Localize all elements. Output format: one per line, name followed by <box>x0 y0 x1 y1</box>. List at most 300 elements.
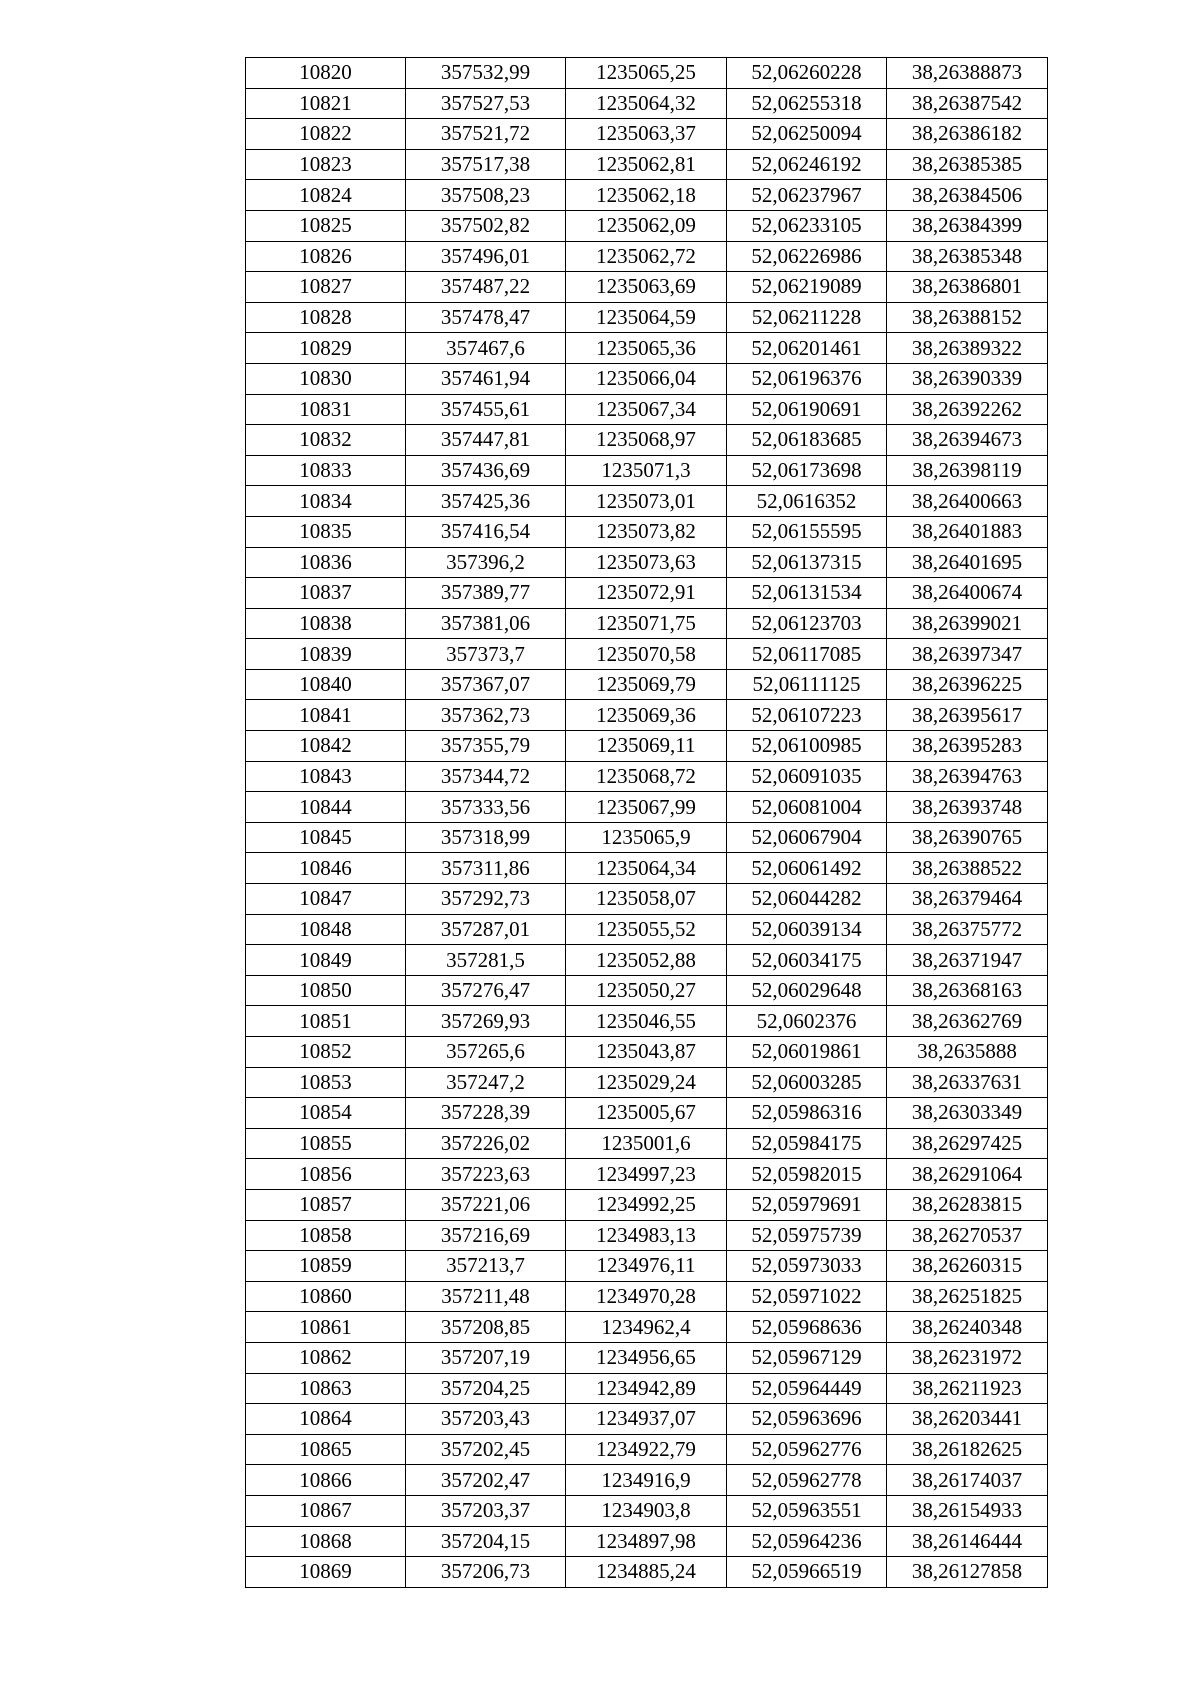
longitude-cell: 38,26182625 <box>887 1434 1048 1465</box>
point-number-cell: 10867 <box>246 1495 406 1526</box>
table-row <box>246 241 1048 272</box>
latitude-cell: 52,0616352 <box>727 486 887 517</box>
y-coordinate-cell: 1235055,52 <box>566 914 727 945</box>
y-coordinate-cell: 1235064,59 <box>566 302 727 333</box>
y-coordinate-cell: 1234962,4 <box>566 1312 727 1343</box>
latitude-cell: 52,06019861 <box>727 1037 887 1068</box>
point-number-cell: 10825 <box>246 210 406 241</box>
point-number-cell: 10853 <box>246 1067 406 1098</box>
longitude-cell: 38,26174037 <box>887 1465 1048 1496</box>
y-coordinate-cell: 1234916,9 <box>566 1465 727 1496</box>
y-coordinate-cell: 1234956,65 <box>566 1342 727 1373</box>
table-row <box>246 302 1048 333</box>
longitude-cell: 38,26203441 <box>887 1404 1048 1435</box>
longitude-cell: 38,26386182 <box>887 119 1048 150</box>
y-coordinate-cell: 1235063,37 <box>566 119 727 150</box>
latitude-cell: 52,05979691 <box>727 1189 887 1220</box>
x-coordinate-cell: 357311,86 <box>406 853 566 884</box>
longitude-cell: 38,26401883 <box>887 516 1048 547</box>
latitude-cell: 52,0602376 <box>727 1006 887 1037</box>
point-number-cell: 10858 <box>246 1220 406 1251</box>
table-row <box>246 608 1048 639</box>
x-coordinate-cell: 357502,82 <box>406 210 566 241</box>
table-row <box>246 363 1048 394</box>
y-coordinate-cell: 1235067,34 <box>566 394 727 425</box>
y-coordinate-cell: 1234885,24 <box>566 1557 727 1588</box>
longitude-cell: 38,26368163 <box>887 975 1048 1006</box>
point-number-cell: 10862 <box>246 1342 406 1373</box>
latitude-cell: 52,06003285 <box>727 1067 887 1098</box>
y-coordinate-cell: 1235065,36 <box>566 333 727 364</box>
point-number-cell: 10857 <box>246 1189 406 1220</box>
longitude-cell: 38,26388522 <box>887 853 1048 884</box>
y-coordinate-cell: 1234922,79 <box>566 1434 727 1465</box>
x-coordinate-cell: 357276,47 <box>406 975 566 1006</box>
longitude-cell: 38,26127858 <box>887 1557 1048 1588</box>
longitude-cell: 38,26389322 <box>887 333 1048 364</box>
latitude-cell: 52,05964449 <box>727 1373 887 1404</box>
table-row <box>246 425 1048 456</box>
latitude-cell: 52,06255318 <box>727 88 887 119</box>
latitude-cell: 52,06250094 <box>727 119 887 150</box>
table-row <box>246 58 1048 89</box>
point-number-cell: 10848 <box>246 914 406 945</box>
point-number-cell: 10854 <box>246 1098 406 1129</box>
latitude-cell: 52,06190691 <box>727 394 887 425</box>
point-number-cell: 10846 <box>246 853 406 884</box>
point-number-cell: 10823 <box>246 149 406 180</box>
x-coordinate-cell: 357447,81 <box>406 425 566 456</box>
x-coordinate-cell: 357203,37 <box>406 1495 566 1526</box>
x-coordinate-cell: 357287,01 <box>406 914 566 945</box>
x-coordinate-cell: 357208,85 <box>406 1312 566 1343</box>
x-coordinate-cell: 357527,53 <box>406 88 566 119</box>
point-number-cell: 10865 <box>246 1434 406 1465</box>
longitude-cell: 38,26231972 <box>887 1342 1048 1373</box>
longitude-cell: 38,26384506 <box>887 180 1048 211</box>
longitude-cell: 38,26386801 <box>887 272 1048 303</box>
longitude-cell: 38,26397347 <box>887 639 1048 670</box>
point-number-cell: 10859 <box>246 1251 406 1282</box>
table-row <box>246 210 1048 241</box>
x-coordinate-cell: 357226,02 <box>406 1128 566 1159</box>
table-row <box>246 1404 1048 1435</box>
x-coordinate-cell: 357367,07 <box>406 669 566 700</box>
longitude-cell: 38,26337631 <box>887 1067 1048 1098</box>
y-coordinate-cell: 1234997,23 <box>566 1159 727 1190</box>
latitude-cell: 52,06201461 <box>727 333 887 364</box>
table-row <box>246 1037 1048 1068</box>
x-coordinate-cell: 357213,7 <box>406 1251 566 1282</box>
longitude-cell: 38,26146444 <box>887 1526 1048 1557</box>
latitude-cell: 52,05962778 <box>727 1465 887 1496</box>
point-number-cell: 10837 <box>246 578 406 609</box>
latitude-cell: 52,06117085 <box>727 639 887 670</box>
table-row <box>246 700 1048 731</box>
point-number-cell: 10845 <box>246 822 406 853</box>
longitude-cell: 38,26375772 <box>887 914 1048 945</box>
x-coordinate-cell: 357333,56 <box>406 792 566 823</box>
latitude-cell: 52,06173698 <box>727 455 887 486</box>
longitude-cell: 38,26395617 <box>887 700 1048 731</box>
latitude-cell: 52,06155595 <box>727 516 887 547</box>
point-number-cell: 10834 <box>246 486 406 517</box>
x-coordinate-cell: 357216,69 <box>406 1220 566 1251</box>
latitude-cell: 52,06237967 <box>727 180 887 211</box>
y-coordinate-cell: 1235067,99 <box>566 792 727 823</box>
point-number-cell: 10839 <box>246 639 406 670</box>
latitude-cell: 52,06131534 <box>727 578 887 609</box>
table-row <box>246 853 1048 884</box>
longitude-cell: 38,26384399 <box>887 210 1048 241</box>
longitude-cell: 38,26394673 <box>887 425 1048 456</box>
coordinates-table <box>245 57 1048 1588</box>
point-number-cell: 10869 <box>246 1557 406 1588</box>
x-coordinate-cell: 357517,38 <box>406 149 566 180</box>
y-coordinate-cell: 1235064,32 <box>566 88 727 119</box>
point-number-cell: 10861 <box>246 1312 406 1343</box>
table-row <box>246 792 1048 823</box>
x-coordinate-cell: 357204,25 <box>406 1373 566 1404</box>
x-coordinate-cell: 357202,45 <box>406 1434 566 1465</box>
latitude-cell: 52,06107223 <box>727 700 887 731</box>
table-row <box>246 486 1048 517</box>
point-number-cell: 10843 <box>246 761 406 792</box>
point-number-cell: 10855 <box>246 1128 406 1159</box>
latitude-cell: 52,05975739 <box>727 1220 887 1251</box>
x-coordinate-cell: 357247,2 <box>406 1067 566 1098</box>
x-coordinate-cell: 357211,48 <box>406 1281 566 1312</box>
latitude-cell: 52,06034175 <box>727 945 887 976</box>
y-coordinate-cell: 1234992,25 <box>566 1189 727 1220</box>
latitude-cell: 52,06219089 <box>727 272 887 303</box>
y-coordinate-cell: 1235062,81 <box>566 149 727 180</box>
y-coordinate-cell: 1235071,3 <box>566 455 727 486</box>
x-coordinate-cell: 357396,2 <box>406 547 566 578</box>
point-number-cell: 10866 <box>246 1465 406 1496</box>
y-coordinate-cell: 1235058,07 <box>566 884 727 915</box>
y-coordinate-cell: 1234942,89 <box>566 1373 727 1404</box>
latitude-cell: 52,06081004 <box>727 792 887 823</box>
point-number-cell: 10826 <box>246 241 406 272</box>
table-row <box>246 639 1048 670</box>
point-number-cell: 10828 <box>246 302 406 333</box>
table-row <box>246 547 1048 578</box>
table-row <box>246 822 1048 853</box>
point-number-cell: 10840 <box>246 669 406 700</box>
longitude-cell: 38,26379464 <box>887 884 1048 915</box>
point-number-cell: 10831 <box>246 394 406 425</box>
x-coordinate-cell: 357203,43 <box>406 1404 566 1435</box>
longitude-cell: 38,26396225 <box>887 669 1048 700</box>
longitude-cell: 38,26371947 <box>887 945 1048 976</box>
table-row <box>246 119 1048 150</box>
latitude-cell: 52,05962776 <box>727 1434 887 1465</box>
longitude-cell: 38,26388873 <box>887 58 1048 89</box>
point-number-cell: 10836 <box>246 547 406 578</box>
x-coordinate-cell: 357202,47 <box>406 1465 566 1496</box>
point-number-cell: 10820 <box>246 58 406 89</box>
latitude-cell: 52,05984175 <box>727 1128 887 1159</box>
table-row <box>246 914 1048 945</box>
table-row <box>246 1342 1048 1373</box>
y-coordinate-cell: 1235062,09 <box>566 210 727 241</box>
x-coordinate-cell: 357425,36 <box>406 486 566 517</box>
latitude-cell: 52,06260228 <box>727 58 887 89</box>
x-coordinate-cell: 357344,72 <box>406 761 566 792</box>
longitude-cell: 38,26283815 <box>887 1189 1048 1220</box>
x-coordinate-cell: 357436,69 <box>406 455 566 486</box>
longitude-cell: 38,26399021 <box>887 608 1048 639</box>
longitude-cell: 38,26303349 <box>887 1098 1048 1129</box>
point-number-cell: 10856 <box>246 1159 406 1190</box>
latitude-cell: 52,06044282 <box>727 884 887 915</box>
longitude-cell: 38,26385348 <box>887 241 1048 272</box>
longitude-cell: 38,26392262 <box>887 394 1048 425</box>
table-row <box>246 1526 1048 1557</box>
latitude-cell: 52,06246192 <box>727 149 887 180</box>
x-coordinate-cell: 357521,72 <box>406 119 566 150</box>
x-coordinate-cell: 357478,47 <box>406 302 566 333</box>
longitude-cell: 38,26400674 <box>887 578 1048 609</box>
latitude-cell: 52,05973033 <box>727 1251 887 1282</box>
x-coordinate-cell: 357487,22 <box>406 272 566 303</box>
table-row <box>246 884 1048 915</box>
table-row <box>246 1189 1048 1220</box>
y-coordinate-cell: 1234970,28 <box>566 1281 727 1312</box>
longitude-cell: 38,26394763 <box>887 761 1048 792</box>
latitude-cell: 52,05968636 <box>727 1312 887 1343</box>
point-number-cell: 10829 <box>246 333 406 364</box>
point-number-cell: 10824 <box>246 180 406 211</box>
latitude-cell: 52,05963551 <box>727 1495 887 1526</box>
y-coordinate-cell: 1234937,07 <box>566 1404 727 1435</box>
x-coordinate-cell: 357206,73 <box>406 1557 566 1588</box>
table-row <box>246 1373 1048 1404</box>
longitude-cell: 38,26398119 <box>887 455 1048 486</box>
table-row <box>246 88 1048 119</box>
longitude-cell: 38,26395283 <box>887 731 1048 762</box>
point-number-cell: 10851 <box>246 1006 406 1037</box>
table-row <box>246 180 1048 211</box>
longitude-cell: 38,26260315 <box>887 1251 1048 1282</box>
latitude-cell: 52,06211228 <box>727 302 887 333</box>
y-coordinate-cell: 1235064,34 <box>566 853 727 884</box>
latitude-cell: 52,06233105 <box>727 210 887 241</box>
y-coordinate-cell: 1234983,13 <box>566 1220 727 1251</box>
longitude-cell: 38,26291064 <box>887 1159 1048 1190</box>
x-coordinate-cell: 357221,06 <box>406 1189 566 1220</box>
latitude-cell: 52,06137315 <box>727 547 887 578</box>
point-number-cell: 10860 <box>246 1281 406 1312</box>
latitude-cell: 52,05966519 <box>727 1557 887 1588</box>
point-number-cell: 10863 <box>246 1373 406 1404</box>
y-coordinate-cell: 1234897,98 <box>566 1526 727 1557</box>
table-row <box>246 731 1048 762</box>
x-coordinate-cell: 357467,6 <box>406 333 566 364</box>
y-coordinate-cell: 1235072,91 <box>566 578 727 609</box>
y-coordinate-cell: 1235050,27 <box>566 975 727 1006</box>
latitude-cell: 52,05967129 <box>727 1342 887 1373</box>
longitude-cell: 38,26388152 <box>887 302 1048 333</box>
table-row <box>246 1159 1048 1190</box>
table-row <box>246 333 1048 364</box>
table-row <box>246 516 1048 547</box>
latitude-cell: 52,06067904 <box>727 822 887 853</box>
y-coordinate-cell: 1235062,72 <box>566 241 727 272</box>
y-coordinate-cell: 1235062,18 <box>566 180 727 211</box>
longitude-cell: 38,2635888 <box>887 1037 1048 1068</box>
y-coordinate-cell: 1235066,04 <box>566 363 727 394</box>
x-coordinate-cell: 357362,73 <box>406 700 566 731</box>
x-coordinate-cell: 357281,5 <box>406 945 566 976</box>
longitude-cell: 38,26251825 <box>887 1281 1048 1312</box>
y-coordinate-cell: 1235029,24 <box>566 1067 727 1098</box>
longitude-cell: 38,26211923 <box>887 1373 1048 1404</box>
table-row <box>246 394 1048 425</box>
latitude-cell: 52,05982015 <box>727 1159 887 1190</box>
y-coordinate-cell: 1235073,82 <box>566 516 727 547</box>
x-coordinate-cell: 357455,61 <box>406 394 566 425</box>
point-number-cell: 10852 <box>246 1037 406 1068</box>
point-number-cell: 10835 <box>246 516 406 547</box>
table-row <box>246 1557 1048 1588</box>
point-number-cell: 10864 <box>246 1404 406 1435</box>
table-row <box>246 669 1048 700</box>
longitude-cell: 38,26297425 <box>887 1128 1048 1159</box>
latitude-cell: 52,06123703 <box>727 608 887 639</box>
longitude-cell: 38,26362769 <box>887 1006 1048 1037</box>
point-number-cell: 10849 <box>246 945 406 976</box>
point-number-cell: 10822 <box>246 119 406 150</box>
y-coordinate-cell: 1235001,6 <box>566 1128 727 1159</box>
table-row <box>246 1098 1048 1129</box>
y-coordinate-cell: 1235069,79 <box>566 669 727 700</box>
x-coordinate-cell: 357318,99 <box>406 822 566 853</box>
x-coordinate-cell: 357532,99 <box>406 58 566 89</box>
y-coordinate-cell: 1235069,36 <box>566 700 727 731</box>
y-coordinate-cell: 1235052,88 <box>566 945 727 976</box>
latitude-cell: 52,05971022 <box>727 1281 887 1312</box>
latitude-cell: 52,06226986 <box>727 241 887 272</box>
y-coordinate-cell: 1235070,58 <box>566 639 727 670</box>
longitude-cell: 38,26390765 <box>887 822 1048 853</box>
y-coordinate-cell: 1235073,63 <box>566 547 727 578</box>
table-row <box>246 1006 1048 1037</box>
y-coordinate-cell: 1235046,55 <box>566 1006 727 1037</box>
point-number-cell: 10841 <box>246 700 406 731</box>
x-coordinate-cell: 357292,73 <box>406 884 566 915</box>
y-coordinate-cell: 1235068,97 <box>566 425 727 456</box>
x-coordinate-cell: 357204,15 <box>406 1526 566 1557</box>
y-coordinate-cell: 1235063,69 <box>566 272 727 303</box>
x-coordinate-cell: 357461,94 <box>406 363 566 394</box>
table-row <box>246 1495 1048 1526</box>
y-coordinate-cell: 1235065,25 <box>566 58 727 89</box>
latitude-cell: 52,05986316 <box>727 1098 887 1129</box>
point-number-cell: 10832 <box>246 425 406 456</box>
x-coordinate-cell: 357265,6 <box>406 1037 566 1068</box>
latitude-cell: 52,05963696 <box>727 1404 887 1435</box>
x-coordinate-cell: 357496,01 <box>406 241 566 272</box>
table-row <box>246 1312 1048 1343</box>
table-row <box>246 975 1048 1006</box>
x-coordinate-cell: 357381,06 <box>406 608 566 639</box>
x-coordinate-cell: 357223,63 <box>406 1159 566 1190</box>
table-row <box>246 1281 1048 1312</box>
longitude-cell: 38,26270537 <box>887 1220 1048 1251</box>
point-number-cell: 10850 <box>246 975 406 1006</box>
longitude-cell: 38,26387542 <box>887 88 1048 119</box>
x-coordinate-cell: 357389,77 <box>406 578 566 609</box>
y-coordinate-cell: 1235005,67 <box>566 1098 727 1129</box>
point-number-cell: 10833 <box>246 455 406 486</box>
longitude-cell: 38,26390339 <box>887 363 1048 394</box>
coordinates-table-body <box>246 58 1048 1588</box>
y-coordinate-cell: 1235068,72 <box>566 761 727 792</box>
table-row <box>246 1434 1048 1465</box>
longitude-cell: 38,26385385 <box>887 149 1048 180</box>
latitude-cell: 52,06111125 <box>727 669 887 700</box>
latitude-cell: 52,06091035 <box>727 761 887 792</box>
longitude-cell: 38,26154933 <box>887 1495 1048 1526</box>
x-coordinate-cell: 357373,7 <box>406 639 566 670</box>
latitude-cell: 52,05964236 <box>727 1526 887 1557</box>
longitude-cell: 38,26393748 <box>887 792 1048 823</box>
point-number-cell: 10827 <box>246 272 406 303</box>
y-coordinate-cell: 1234976,11 <box>566 1251 727 1282</box>
latitude-cell: 52,06100985 <box>727 731 887 762</box>
table-row <box>246 149 1048 180</box>
y-coordinate-cell: 1234903,8 <box>566 1495 727 1526</box>
point-number-cell: 10868 <box>246 1526 406 1557</box>
y-coordinate-cell: 1235073,01 <box>566 486 727 517</box>
x-coordinate-cell: 357355,79 <box>406 731 566 762</box>
point-number-cell: 10821 <box>246 88 406 119</box>
latitude-cell: 52,06039134 <box>727 914 887 945</box>
table-row <box>246 272 1048 303</box>
table-row <box>246 578 1048 609</box>
y-coordinate-cell: 1235069,11 <box>566 731 727 762</box>
table-row <box>246 761 1048 792</box>
table-row <box>246 455 1048 486</box>
y-coordinate-cell: 1235043,87 <box>566 1037 727 1068</box>
longitude-cell: 38,26240348 <box>887 1312 1048 1343</box>
table-row <box>246 1067 1048 1098</box>
latitude-cell: 52,06029648 <box>727 975 887 1006</box>
table-row <box>246 1251 1048 1282</box>
longitude-cell: 38,26400663 <box>887 486 1048 517</box>
table-row <box>246 1128 1048 1159</box>
table-row <box>246 945 1048 976</box>
point-number-cell: 10838 <box>246 608 406 639</box>
point-number-cell: 10847 <box>246 884 406 915</box>
point-number-cell: 10842 <box>246 731 406 762</box>
latitude-cell: 52,06061492 <box>727 853 887 884</box>
x-coordinate-cell: 357508,23 <box>406 180 566 211</box>
x-coordinate-cell: 357207,19 <box>406 1342 566 1373</box>
y-coordinate-cell: 1235071,75 <box>566 608 727 639</box>
latitude-cell: 52,06196376 <box>727 363 887 394</box>
table-row <box>246 1220 1048 1251</box>
point-number-cell: 10830 <box>246 363 406 394</box>
latitude-cell: 52,06183685 <box>727 425 887 456</box>
x-coordinate-cell: 357416,54 <box>406 516 566 547</box>
longitude-cell: 38,26401695 <box>887 547 1048 578</box>
x-coordinate-cell: 357269,93 <box>406 1006 566 1037</box>
point-number-cell: 10844 <box>246 792 406 823</box>
table-row <box>246 1465 1048 1496</box>
